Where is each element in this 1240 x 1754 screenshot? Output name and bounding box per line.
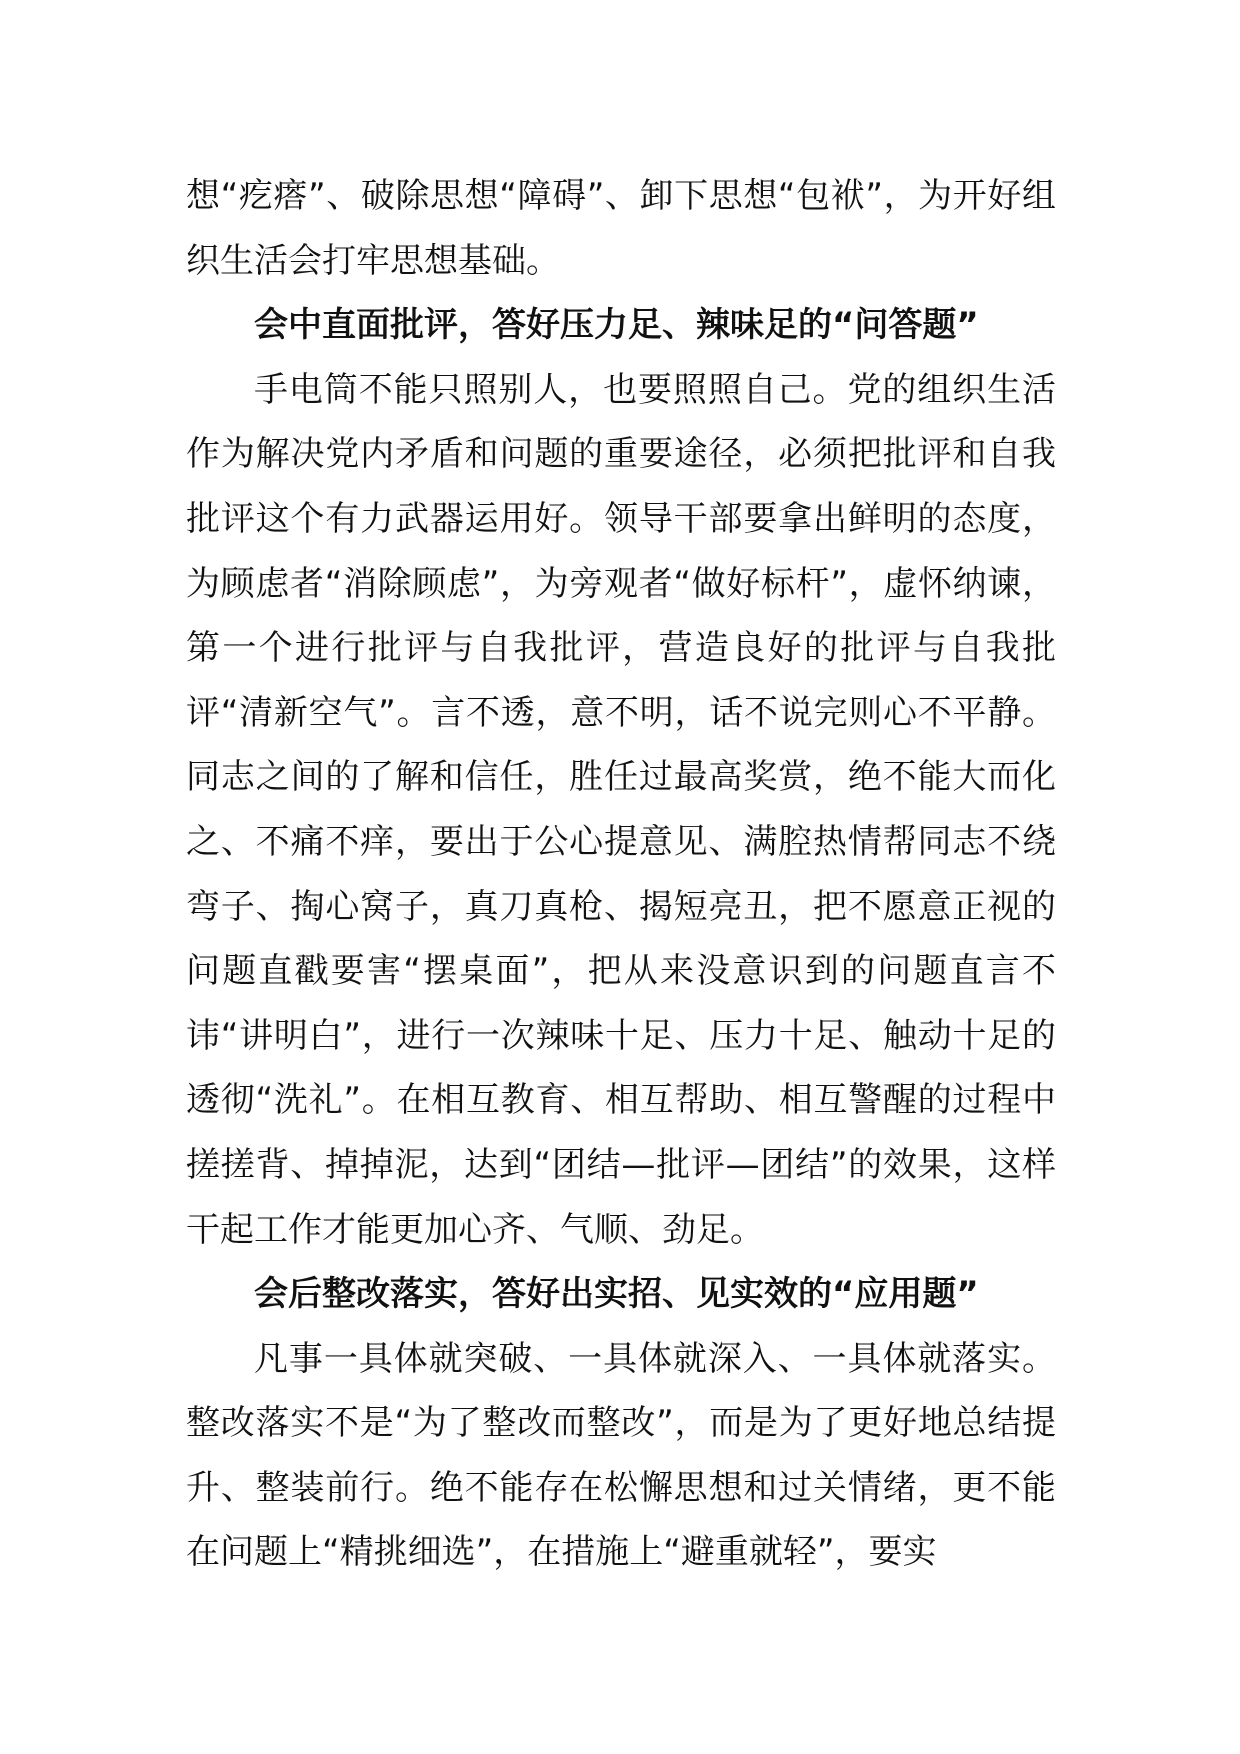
document-body bbox=[186, 164, 1056, 1585]
section-heading-rectification: 会后整改落实，答好出实招、见实效的“应用题” bbox=[254, 1274, 979, 1315]
paragraph-continuation: 想“疙瘩”、破除思想“障碍”、卸下思想“包袱”，为开好组织生活会打牢思想基础。 bbox=[186, 176, 1056, 281]
paragraph-rectification: 凡事一具体就突破、一具体就深入、一具体就落实。整改落实不是“为了整改而整改”，而是为了更好地总结提升、整装前行。绝不能存在松懈思想和过关情绪，更不能在问题上“精挑细选”，在措施上“避重就轻”，要实 bbox=[186, 1338, 1056, 1573]
section-heading-criticism: 会中直面批评，答好压力足、辣味足的“问答题” bbox=[254, 305, 979, 346]
paragraph-criticism: 手电筒不能只照别人，也要照照自己。党的组织生活作为解决党内矛盾和问题的重要途径，必须把批评和自我批评这个有力武器运用好。领导干部要拿出鲜明的态度，为顾虑者“消除顾虑”，为旁观者“做好标杆”，虚怀纳谏，第一个进行批评与自我批评，营造良好的批评与自我批评“清新空气”。言不透，意不明，话不说完则心不平静。同志之间的了解和信任，胜任过最高奖赏，绝不能大而化之、不痛不痒，要出于公心提意见、满腔热情帮同志不绕弯子、掏心窝子，真刀真枪、揭短亮丑，把不愿意正视的问题直戳要害“摆桌面”，把从来没意识到的问题直言不讳“讲明白”，进行一次辣味十足、压力十足、触动十足的透彻“洗礼”。在相互教育、相互帮助、相互警醒的过程中搓搓背、掉掉泥，达到“团结—批评—团结”的效果，这样干起工作才能更加心齐、气顺、劲足。 bbox=[186, 369, 1056, 1250]
